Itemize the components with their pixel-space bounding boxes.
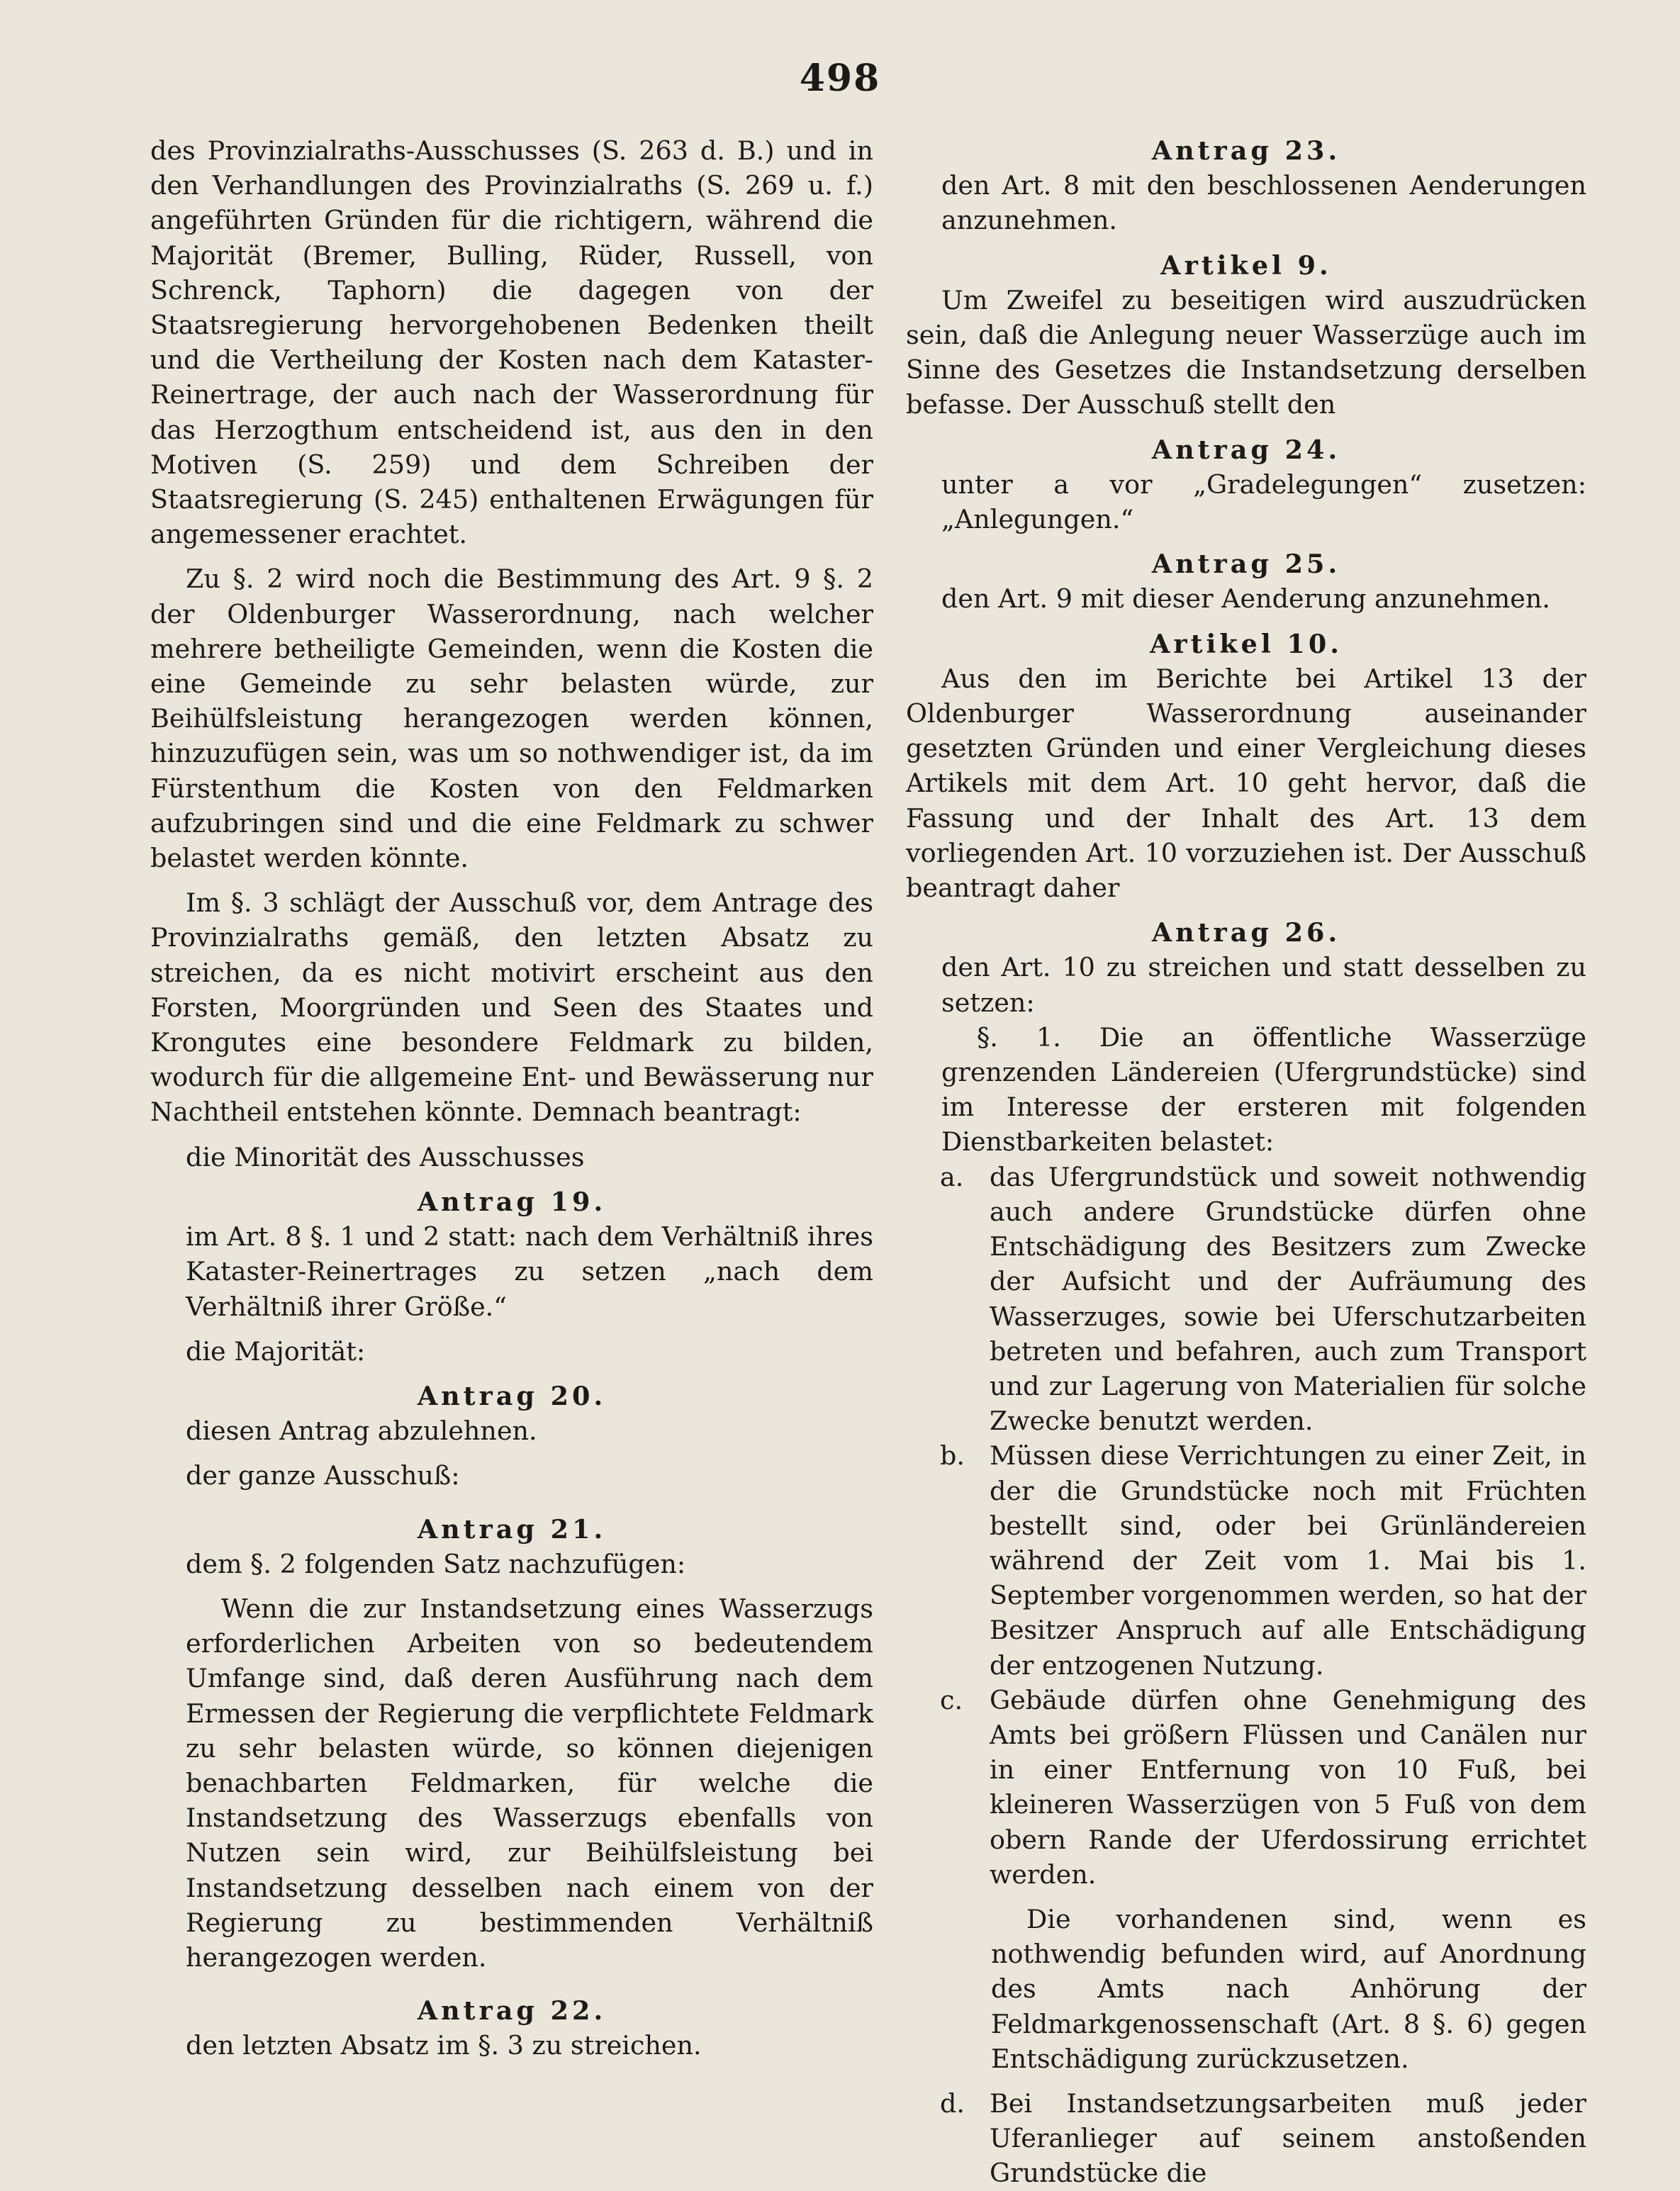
list-item xyxy=(906,1160,1586,1439)
paragraph: Die vorhandenen sind, wenn es nothwendig befunden wird, auf Anordnung des Amts nach Anhörung der Feldmarkgenossenschaft (Art. 8 §. 6) gegen Entschädigung zurückzusetzen. xyxy=(991,1903,1586,2074)
spacer xyxy=(906,1892,1586,1902)
spacer xyxy=(906,617,1586,627)
paragraph: dem §. 2 folgenden Satz nachzufügen: xyxy=(186,1548,686,1579)
section-heading: Antrag 23. xyxy=(1151,135,1341,166)
spacer xyxy=(150,1175,873,1184)
spacer xyxy=(150,1975,873,1993)
paragraph: die Majorität: xyxy=(186,1335,366,1367)
spacer xyxy=(150,1494,873,1512)
list-item-label: c. xyxy=(940,1684,963,1715)
list-item xyxy=(906,1683,1586,1892)
section-heading: Antrag 25. xyxy=(1151,549,1341,580)
paragraph: unter a vor „Gradelegungen“ zusetzen: „Anlegungen.“ xyxy=(941,469,1586,535)
list-item-text: das Ufergrundstück und soweit nothwendig auch andere Grundstücke dürfen ohne Entschädigung des Besitzers zum Zwecke der Aufsicht und der Aufräumung des Wasserzuges, sowie bei Uferschutzarbeiten betreten und befahren, auch zum Transport und zur Lagerung von Materialien für solche Zwecke benutzt werden. xyxy=(990,1161,1586,1437)
paragraph: des Provinzialraths-Ausschusses (S. 263 d. B.) und in den Verhandlungen des Provinzialraths (S. 269 u. f.) angeführten Gründen für die richtigern, während die Majorität (Bremer, Bulling, Rüder, Russell, von Schrenck, Taphorn) die dagegen von der Staatsregierung hervorgehobenen Bedenken theilt und die Vertheilung der Kosten nach dem Kataster-Reinertrage, der auch nach der Wasserordnung für das Herzogthum entscheidend ist, aus den in den Motiven (S. 259) und dem Schreiben der Staatsregierung (S. 245) enthaltenen Erwägungen für angemessener erachtet. xyxy=(150,135,873,550)
paragraph: den letzten Absatz im §. 3 zu streichen. xyxy=(186,2030,702,2061)
paragraph: den Art. 8 mit den beschlossenen Aenderungen anzunehmen. xyxy=(941,170,1586,236)
paragraph: Zu §. 2 wird noch die Bestimmung des Art. 9 §. 2 der Oldenburger Wasserordnung, nach welcher mehrere betheiligte Gemeinden, wenn die Kosten die eine Gemeinde zu sehr belasten würde, zur Beihülfsleistung herangezogen werden können, hinzuzufügen sein, was um so nothwendiger ist, da im Fürstenthum die Kosten von den Feldmarken aufzubringen sind und die eine Feldmark zu schwer belastet werden könnte. xyxy=(150,564,873,874)
spacer xyxy=(906,422,1586,432)
page-number: 498 xyxy=(799,57,881,100)
paragraph: Aus den im Berichte bei Artikel 13 der Oldenburger Wasserordnung auseinander gesetzten Gründen und einer Vergleichung dieses Artikels mit dem Art. 10 geht hervor, daß die Fassung und der Inhalt des Art. 13 dem vorliegenden Art. 10 vorzuziehen ist. Der Ausschuß beantragt daher xyxy=(906,663,1586,904)
paragraph: die Minorität des Ausschusses xyxy=(186,1141,585,1172)
spacer xyxy=(906,905,1586,915)
paragraph: §. 1. Die an öffentliche Wasserzüge grenzenden Ländereien (Ufergrundstücke) sind im Interesse der ersteren mit folgenden Dienstbarkeiten belastet: xyxy=(941,1021,1586,1158)
paragraph: diesen Antrag abzulehnen. xyxy=(186,1416,537,1447)
paragraph: Wenn die zur Instandsetzung eines Wasserzugs erforderlichen Arbeiten von so bedeutendem Umfange sind, daß deren Ausführung nach dem Ermessen der Regierung die verpflichtete Feldmark zu sehr belasten würde, so können diejenigen benachbarten Feldmarken, für welche die Instandsetzung des Wasserzugs ebenfalls von Nutzen sein wird, zur Beihülfsleistung bei Instandsetzung desselben nach einem von der Regierung zu bestimmenden Verhältniß herangezogen werden. xyxy=(186,1593,873,1973)
list-item-label: d. xyxy=(940,2088,965,2119)
section-heading: Artikel 9. xyxy=(1160,250,1332,281)
spacer xyxy=(150,875,873,885)
list-item-text: Gebäude dürfen ohne Genehmigung des Amts bei größern Flüssen und Canälen nur in einer Entfernung von 10 Fuß, bei kleineren Wasserzügen von 5 Fuß von dem obern Rande der Uferdossirung errichtet werden. xyxy=(990,1684,1586,1890)
list-item xyxy=(906,2086,1586,2191)
spacer xyxy=(906,2076,1586,2086)
paragraph: im Art. 8 §. 1 und 2 statt: nach dem Verhältniß ihres Kataster-Reinertrages zu setzen „nach dem Verhältniß ihrer Größe.“ xyxy=(186,1221,873,1322)
paragraph: Um Zweifel zu beseitigen wird auszudrücken sein, daß die Anlegung neuer Wasserzüge auch im Sinne des Gesetzes die Instandsetzung derselben befasse. Der Ausschuß stellt den xyxy=(906,284,1586,420)
paragraph: den Art. 9 mit dieser Aenderung anzunehmen. xyxy=(941,583,1550,615)
right-column xyxy=(906,133,1586,2191)
paragraph: der ganze Ausschuß: xyxy=(186,1460,460,1491)
spacer xyxy=(150,1324,873,1334)
list-item-text: Bei Instandsetzungsarbeiten muß jeder Uferanlieger auf seinem anstoßenden Grundstücke die xyxy=(990,2088,1586,2189)
section-heading: Antrag 19. xyxy=(417,1186,607,1217)
spacer xyxy=(150,1369,873,1379)
section-heading: Antrag 22. xyxy=(417,1995,607,2027)
list-item-label: a. xyxy=(940,1161,964,1192)
spacer xyxy=(150,1581,873,1591)
spacer xyxy=(906,238,1586,248)
list-item-text: Müssen diese Verrichtungen zu einer Zeit, in der die Grundstücke noch mit Früchten bestellt sind, oder bei Grünländereien während der Zeit vom 1. Mai bis 1. September vorgenommen werden, so hat der Besitzer Anspruch auf alle Entschädigung der entzogenen Nutzung. xyxy=(990,1440,1586,1681)
list-item-label: b. xyxy=(940,1440,965,1472)
paragraph: Im §. 3 schlägt der Ausschuß vor, dem Antrage des Provinzialraths gemäß, den letzten Absatz zu streichen, da es nicht motivirt erscheint aus den Forsten, Moorgründen und Seen des Staates und Krongutes eine besondere Feldmark zu bilden, wodurch für die allgemeine Ent- und Bewässerung nur Nachtheil entstehen könnte. Demnach beantragt: xyxy=(150,887,873,1128)
spacer xyxy=(150,1448,873,1458)
section-heading: Artikel 10. xyxy=(1150,628,1343,659)
section-heading: Antrag 24. xyxy=(1151,434,1341,465)
section-heading: Antrag 21. xyxy=(417,1513,607,1545)
spacer xyxy=(150,1130,873,1140)
section-heading: Antrag 20. xyxy=(417,1380,607,1411)
spacer xyxy=(906,537,1586,547)
paragraph: den Art. 10 zu streichen und statt desselben zu setzen: xyxy=(941,952,1586,1018)
list-item xyxy=(906,1438,1586,1682)
spacer xyxy=(150,551,873,561)
left-column xyxy=(150,133,873,2063)
section-heading: Antrag 26. xyxy=(1151,917,1341,948)
